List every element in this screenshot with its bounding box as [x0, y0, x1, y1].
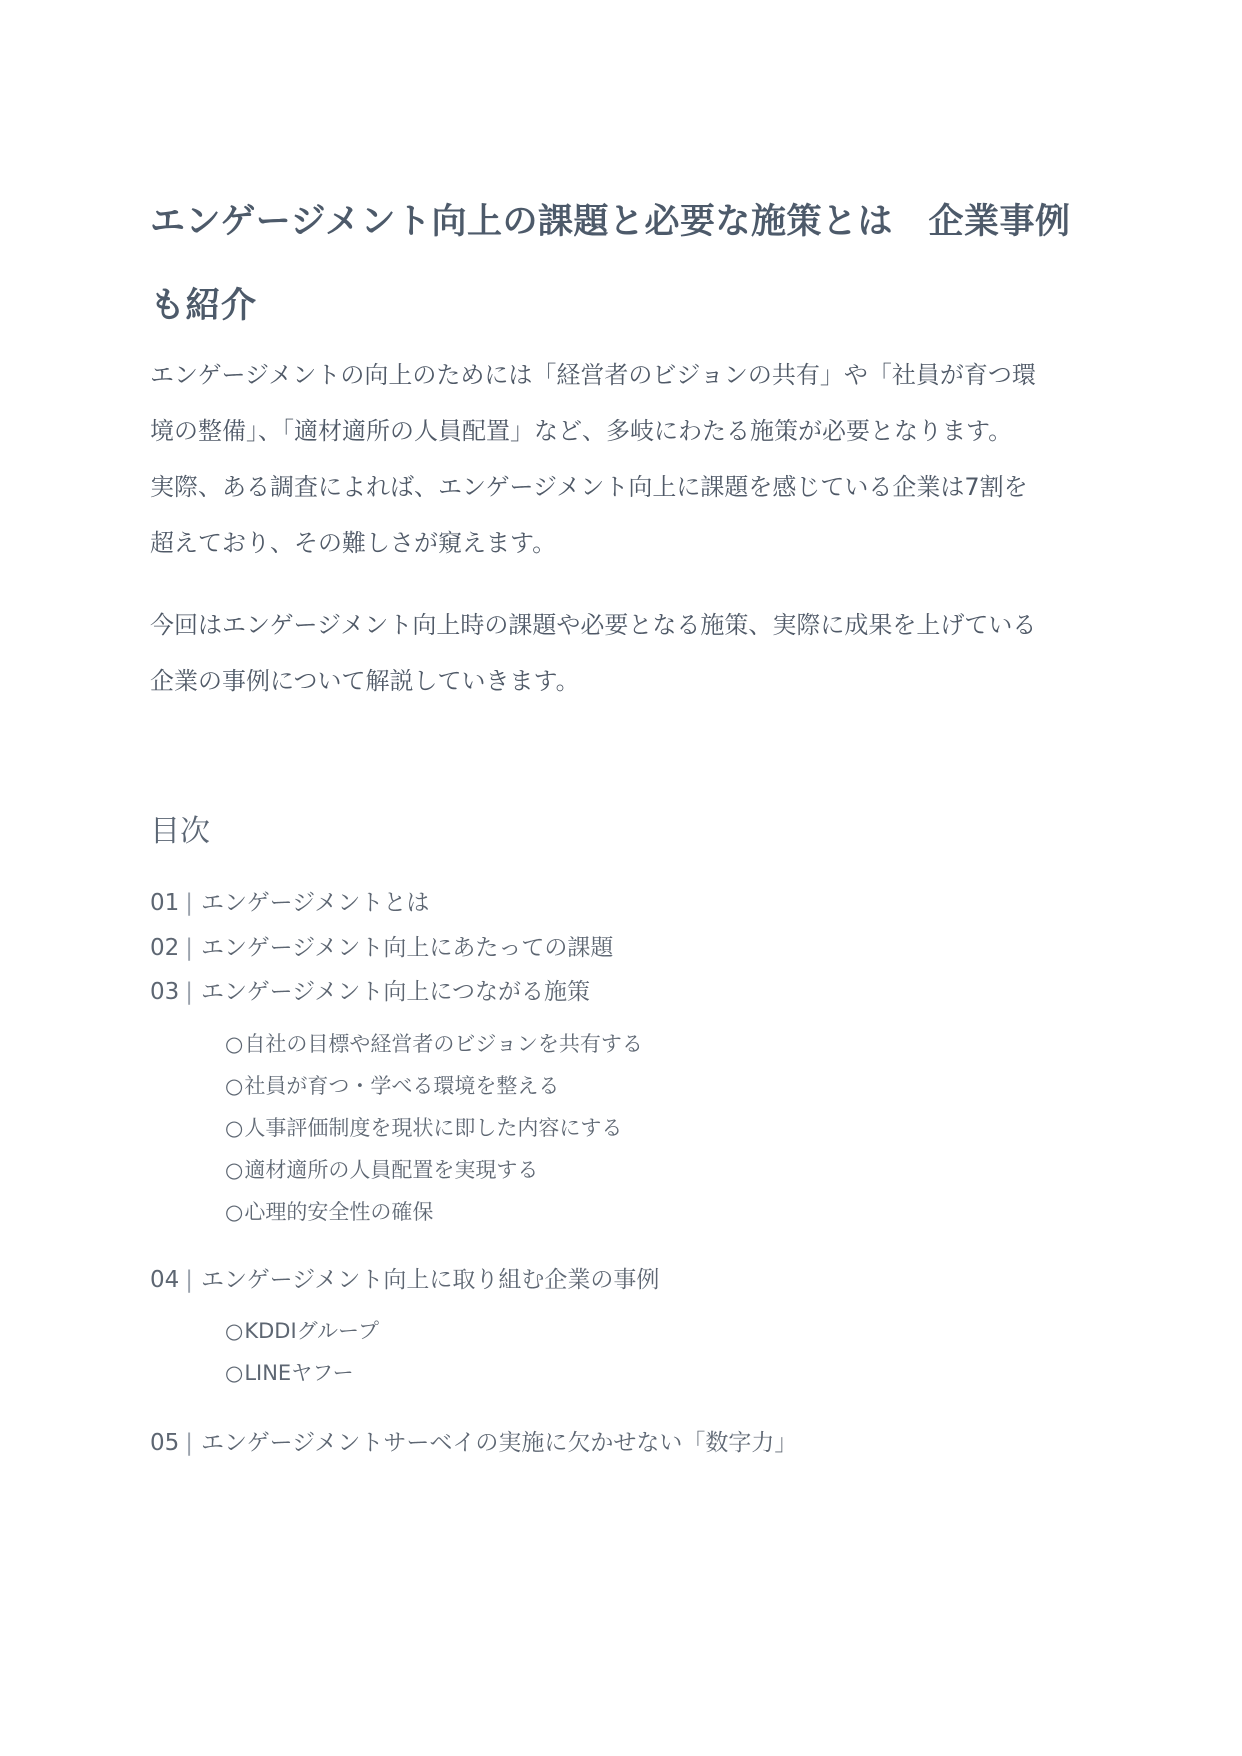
circle-bullet-icon: ○ — [225, 1361, 244, 1385]
circle-bullet-icon: ○ — [225, 1200, 244, 1224]
toc-subitem[interactable] — [225, 1317, 379, 1345]
circle-bullet-icon: ○ — [225, 1158, 244, 1182]
intro-paragraph — [150, 597, 1090, 709]
toc-item-02[interactable] — [150, 933, 613, 963]
toc-item-number: 03 — [150, 979, 180, 1005]
toc-item-label: エンゲージメント向上につながる施策 — [201, 979, 590, 1005]
toc-separator: | — [185, 935, 194, 961]
toc-subitem[interactable] — [225, 1114, 622, 1142]
title-line: エンゲージメント向上の課題と必要な施策とは 企業事例 — [150, 202, 1071, 242]
toc-separator: | — [185, 1430, 194, 1456]
toc-subitem[interactable] — [225, 1030, 643, 1058]
title-line: も紹介 — [150, 286, 257, 326]
toc-item-label: エンゲージメントサーベイの実施に欠かせない「数字力」 — [201, 1430, 798, 1456]
toc-subitem-label: 社員が育つ・学べる環境を整える — [244, 1074, 560, 1098]
circle-bullet-icon: ○ — [225, 1319, 244, 1343]
toc-subitem-label: 自社の目標や経営者のビジョンを共有する — [244, 1032, 643, 1056]
toc-subitem-label: 心理的安全性の確保 — [244, 1200, 434, 1224]
toc-item-03[interactable] — [150, 977, 590, 1007]
toc-item-label: エンゲージメント向上にあたっての課題 — [201, 935, 614, 961]
toc-item-04[interactable] — [150, 1265, 659, 1295]
toc-separator: | — [185, 890, 194, 916]
toc-item-number: 01 — [150, 890, 180, 916]
toc-subitem[interactable] — [225, 1359, 354, 1387]
toc-subitem[interactable] — [225, 1072, 559, 1100]
article-title — [150, 180, 1100, 348]
toc-heading: 目次 — [150, 814, 210, 849]
toc-subitem[interactable] — [225, 1198, 433, 1226]
toc-subitem[interactable] — [225, 1156, 538, 1184]
toc-item-label: エンゲージメントとは — [201, 890, 430, 916]
toc-item-number: 02 — [150, 935, 180, 961]
intro-line: エンゲージメントの向上のためには「経営者のビジョンの共有」や「社員が育つ環 — [150, 361, 1036, 389]
toc-item-01[interactable] — [150, 888, 429, 918]
toc-subitem-label: 適材適所の人員配置を実現する — [244, 1158, 539, 1182]
circle-bullet-icon: ○ — [225, 1116, 244, 1140]
intro-paragraph — [150, 347, 1090, 571]
toc-item-05[interactable] — [150, 1428, 797, 1458]
intro-line: 今回はエンゲージメント向上時の課題や必要となる施策、実際に成果を上げている — [150, 611, 1037, 639]
intro-line: 企業の事例について解説していきます。 — [150, 667, 580, 695]
toc-item-number: 04 — [150, 1267, 180, 1293]
circle-bullet-icon: ○ — [225, 1074, 244, 1098]
toc-separator: | — [185, 979, 194, 1005]
toc-subitem-label: KDDIグループ — [244, 1319, 379, 1343]
toc-subitem-label: LINEヤフー — [244, 1361, 354, 1385]
intro-line: 超えており、その難しさが窺えます。 — [150, 529, 557, 557]
toc-item-number: 05 — [150, 1430, 180, 1456]
toc-subitem-label: 人事評価制度を現状に即した内容にする — [244, 1116, 623, 1140]
toc-item-label: エンゲージメント向上に取り組む企業の事例 — [201, 1267, 660, 1293]
circle-bullet-icon: ○ — [225, 1032, 244, 1056]
intro-line: 境の整備」、「適材適所の人員配置」など、多岐にわたる施策が必要となります。 — [150, 417, 1013, 445]
intro-line: 実際、ある調査によれば、エンゲージメント向上に課題を感じている企業は7割を — [150, 473, 1028, 501]
toc-separator: | — [185, 1267, 194, 1293]
